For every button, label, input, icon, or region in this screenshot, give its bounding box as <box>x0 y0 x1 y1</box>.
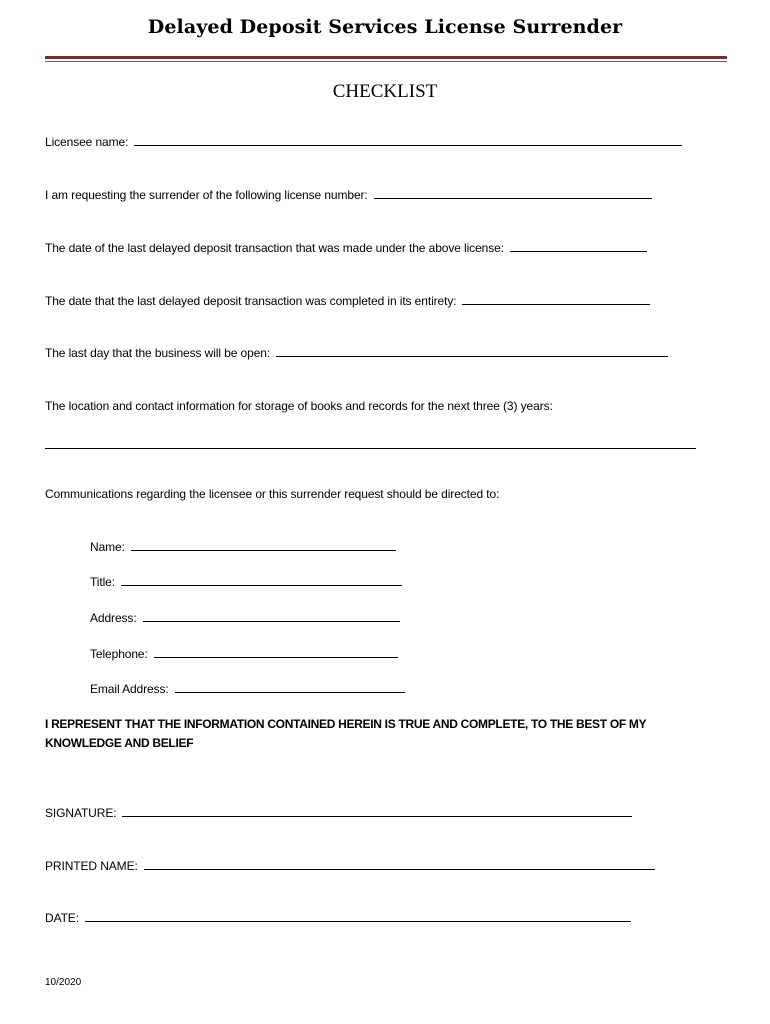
document-title: Delayed Deposit Services License Surrender <box>147 16 623 38</box>
date-field[interactable] <box>85 921 631 922</box>
title-divider-thin <box>45 61 727 62</box>
certification-line-2: KNOWLEDGE AND BELIEF <box>45 736 194 750</box>
date-label: DATE: <box>45 911 79 925</box>
last-transaction-row <box>45 241 647 255</box>
contact-telephone-field[interactable] <box>154 657 398 658</box>
communications-intro: Communications regarding the licensee or this surrender request should be directed to: <box>45 487 500 501</box>
signature-field[interactable] <box>122 816 632 817</box>
contact-name-label: Name: <box>90 540 125 554</box>
last-day-open-row <box>45 346 668 360</box>
date-row <box>45 911 631 925</box>
contact-telephone-label: Telephone: <box>90 647 148 661</box>
contact-name-row <box>90 540 396 554</box>
printed-name-field[interactable] <box>144 869 655 870</box>
licensee-name-row <box>45 135 682 149</box>
signature-label: SIGNATURE: <box>45 806 117 820</box>
last-transaction-label: The date of the last delayed deposit transaction that was made under the above license: <box>45 241 504 255</box>
licensee-name-field[interactable] <box>134 145 682 146</box>
contact-name-field[interactable] <box>131 550 396 551</box>
printed-name-label: PRINTED NAME: <box>45 859 138 873</box>
completed-date-label: The date that the last delayed deposit transaction was completed in its entirety: <box>45 294 457 308</box>
last-transaction-field[interactable] <box>510 251 647 252</box>
licensee-name-label: Licensee name: <box>45 135 129 149</box>
revision-date: 10/2020 <box>45 977 82 988</box>
signature-row <box>45 806 632 820</box>
printed-name-row <box>45 859 655 873</box>
records-location-label: The location and contact information for storage of books and records for the next three (3) years: <box>45 399 553 413</box>
license-number-field[interactable] <box>374 198 652 199</box>
contact-telephone-row <box>90 647 398 661</box>
contact-address-field[interactable] <box>143 621 400 622</box>
contact-email-row <box>90 682 405 696</box>
last-day-open-field[interactable] <box>276 356 668 357</box>
contact-title-field[interactable] <box>121 585 402 586</box>
certification-line-1: I REPRESENT THAT THE INFORMATION CONTAINED HEREIN IS TRUE AND COMPLETE, TO THE BEST OF MY <box>45 717 647 731</box>
completed-date-field[interactable] <box>462 304 650 305</box>
contact-title-row <box>90 575 402 589</box>
completed-date-row <box>45 294 650 308</box>
contact-email-field[interactable] <box>175 692 405 693</box>
license-number-row <box>45 188 652 202</box>
contact-address-row <box>90 611 400 625</box>
contact-email-label: Email Address: <box>90 682 169 696</box>
contact-address-label: Address: <box>90 611 137 625</box>
contact-title-label: Title: <box>90 575 115 589</box>
checklist-heading: CHECKLIST <box>332 81 438 102</box>
title-divider <box>45 56 727 59</box>
license-number-label: I am requesting the surrender of the following license number: <box>45 188 368 202</box>
records-location-field[interactable] <box>45 448 696 449</box>
last-day-open-label: The last day that the business will be open: <box>45 346 271 360</box>
